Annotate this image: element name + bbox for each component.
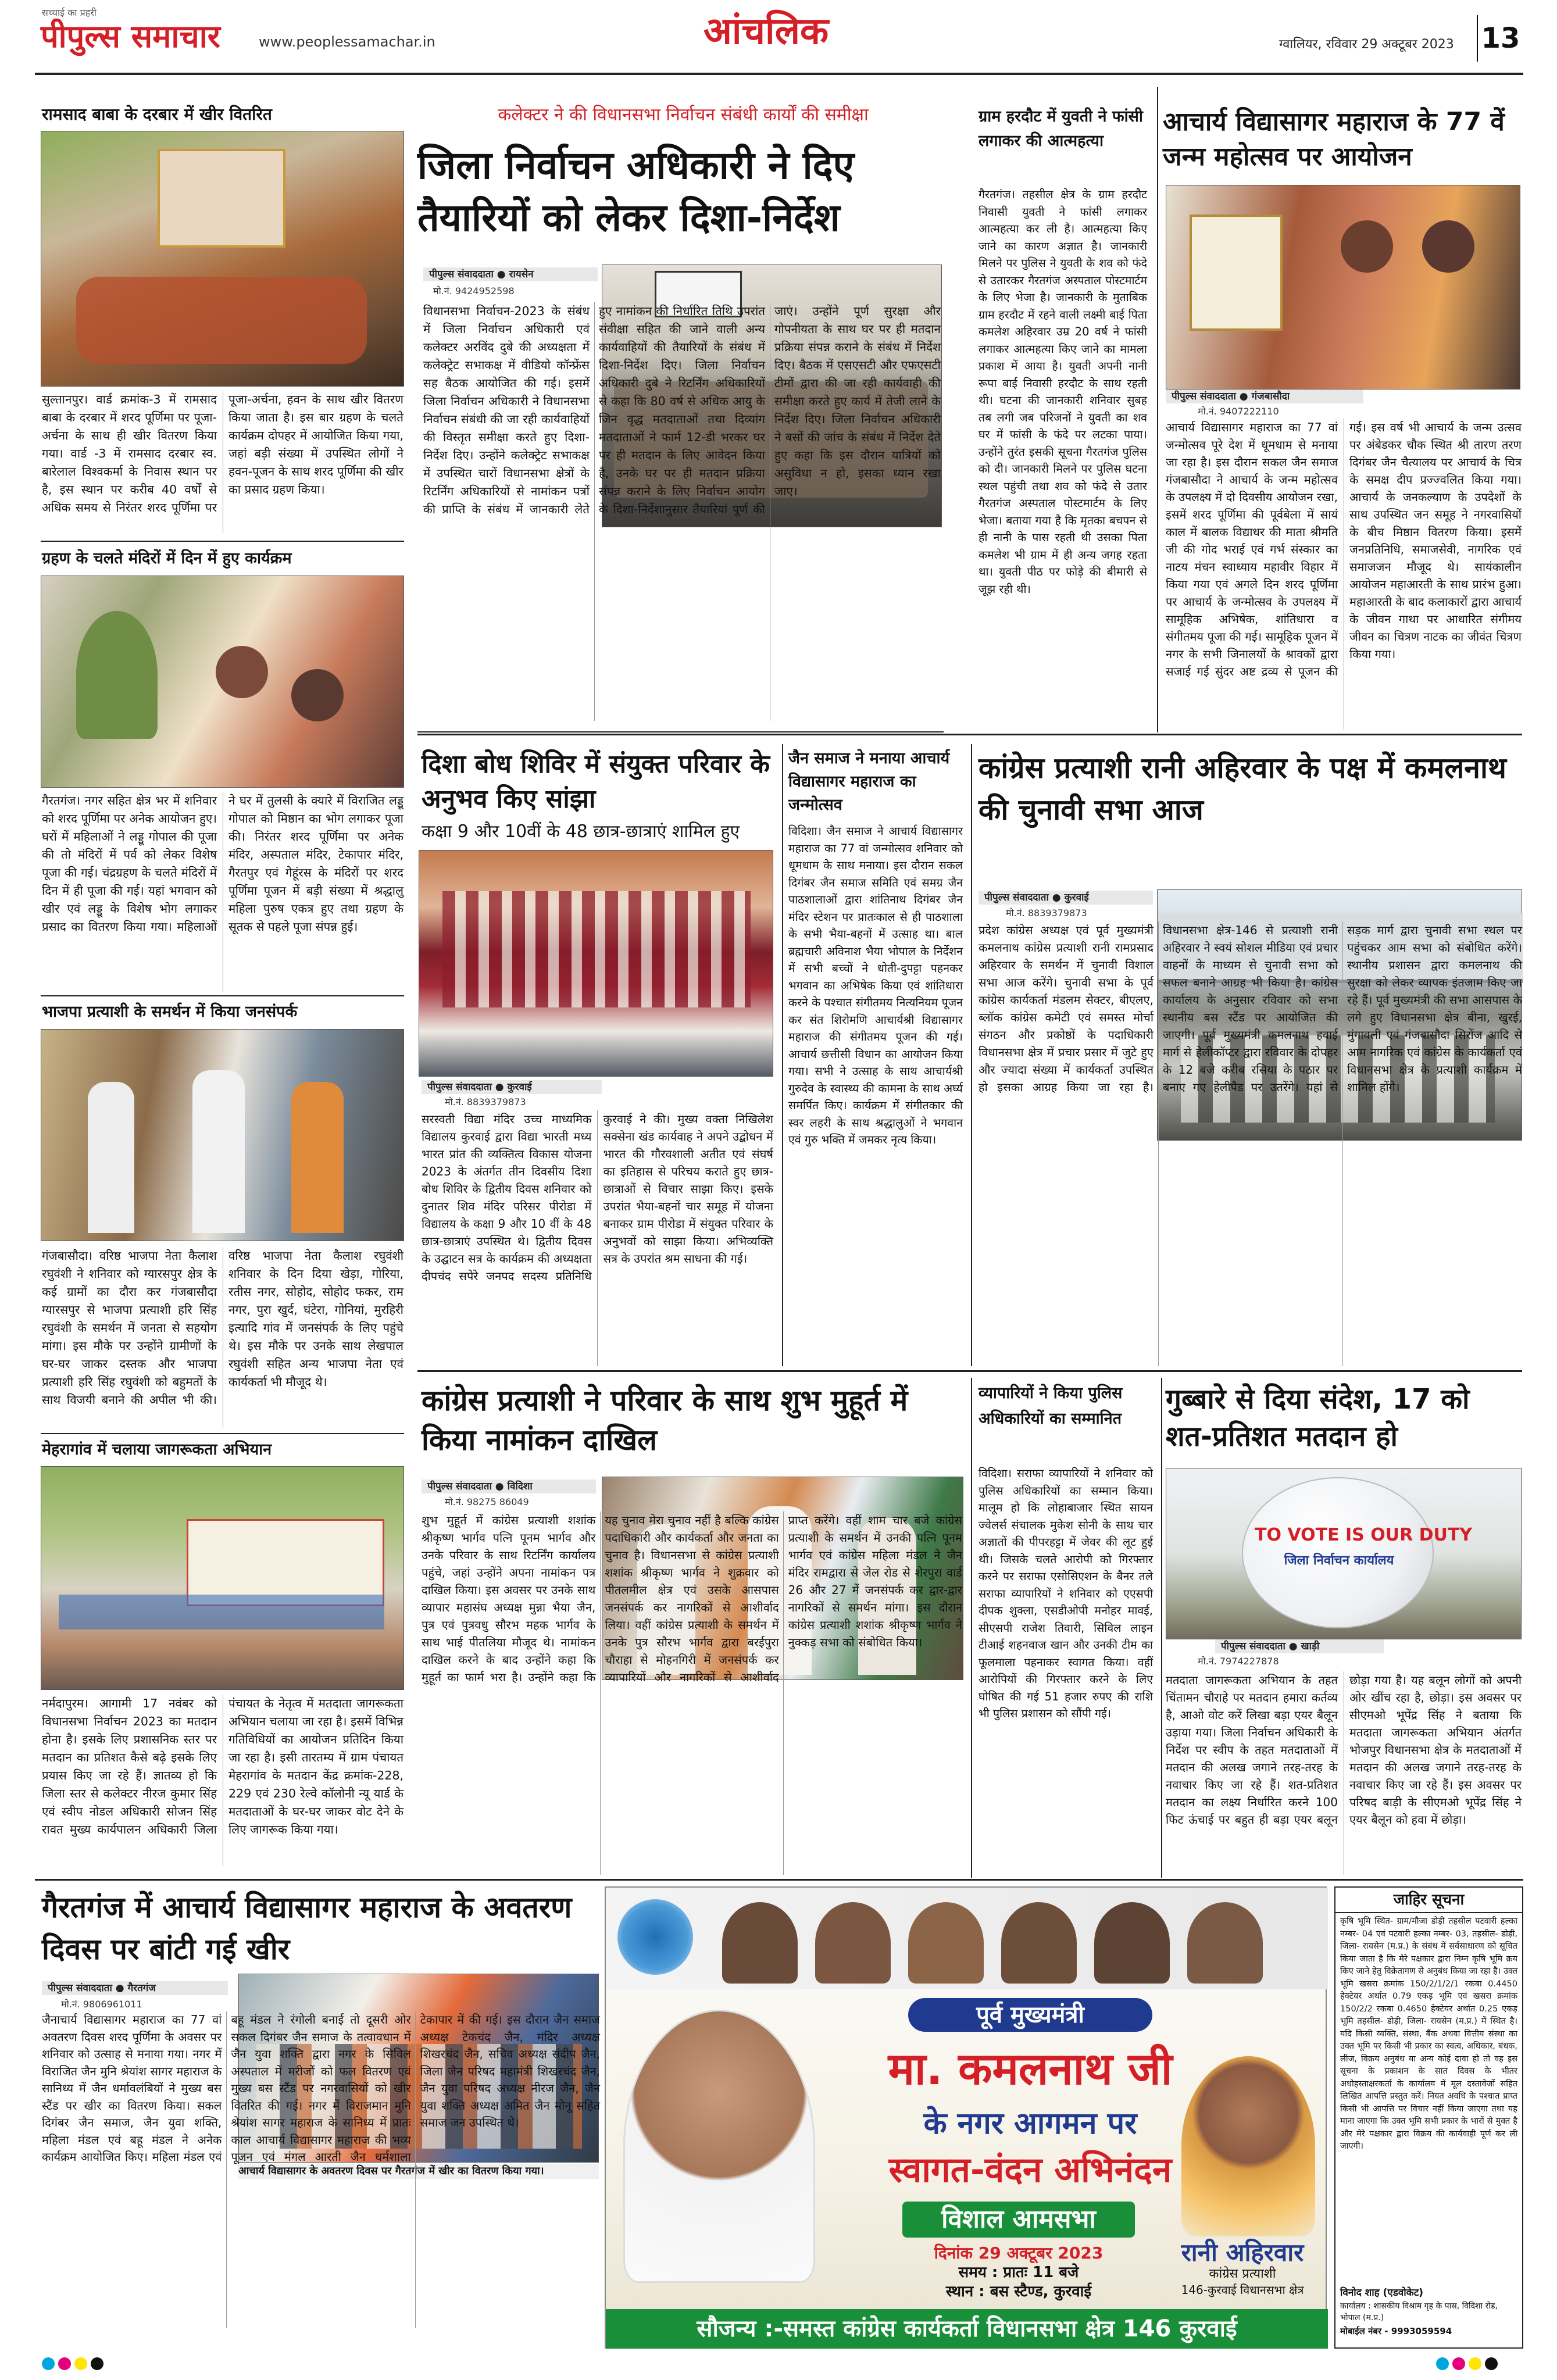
leaders-strip xyxy=(606,1888,1328,1989)
a11-body: शुभ मुहूर्त में कांग्रेस प्रत्याशी शशांक श्रीकृष्ण भार्गव पत्नि पूनम भार्गव और उनके परिवार के साथ रिटर्निंग कार्यालय पहुंचे, जहां उन्होंने अपना नामांकन पत्र दाखिल किया। इस अवसर पर उनके साथ व्यापार महासंघ अध्यक्ष मुन्ना भैया जैन, पुत्र एवं पुत्रवधु सौरभ महक भार्गव के साथ भाई पीतलिया मौजूद थे। नामांकन दाखिल करने के बाद उन्होंने कहा कि मुहूर्त का फार्म भरा है। उन्होंने कहा कि यह चुनाव मेरा चुनाव नहीं है बल्कि कांग्रेस पदाधिकारी और कार्यकर्ता और जनता का चुनाव है। विधानसभा से कांग्रेस प्रत्याशी शशांक श्रीकृष्ण भार्गव ने शुक्रवार को पीतलमील क्षेत्र एवं उसके आसपास जनसंपर्क कर नागरिकों से आशीर्वाद लिया। वहीं कांग्रेस प्रत्याशी के समर्थन में उनके पुत्र सौरभ भार्गव द्वारा बरईपुरा चौराहा से मोहनगिरी में जनसंपर्क कर व्यापारियों और नागरिकों से आशीर्वाद प्राप्त करेंगे। वहीं शाम चार बजे कांग्रेस प्रत्याशी के समर्थन में उनकी पत्नि पूनम भार्गव एवं कांग्रेस महिला मंडल ने जैन मंदिर रामद्वारा से जेल रोड से शेरपुरा वार्ड 26 और 27 में जनसंपर्क कर द्वार-द्वार नागरिकों से समर्थन मांगा। इस दौरान कांग्रेस प्रत्याशी शशांक श्रीकृष्ण भार्गव ने नुक्कड़ सभा को संबोधित किया। xyxy=(422,1513,962,1684)
a5-byline: पीपुल्स संवाददाता ● रायसेन xyxy=(423,267,598,281)
ad-line2: के नगर आगमन पर xyxy=(923,2106,1137,2141)
a13-byline: पीपुल्स संवाददाता ● खाड़ी xyxy=(1215,1639,1384,1653)
a8-byline: पीपुल्स संवाददाता ● कुरवाई xyxy=(422,1080,602,1094)
a13-photo xyxy=(1166,1468,1522,1639)
a12-body: विदिशा। सराफा व्यापारियों ने शनिवार को पुलिस अधिकारियों का सम्मान किया। मालूम हो कि लोहाबाजार स्थित सायन ज्वेलर्स संचालक मुकेश सोनी के साथ चार अज्ञातों की पीपरहट्टा में जेवर की लूट हुई थी। जिसके चलते आरोपी को गिरफ्तार करने पर सराफा एसोसिएशन के बैनर तले सराफा व्यापारियों ने शनिवार को एएसपी दीपक शुक्ला, एसडीओपी मनोहर मावई, सीएसपी राजेश तिवारी, सिविल लाइन टीआई शहनवाज खान और उनकी टीम का फूलमाला पहनाकर स्वागत किया। वहीं आरोपियों की गिरफ्तार करने के लिए घोषित की गई 51 हजार रुपए की राशि भी पुलिस प्रशासन को सौंपी गई। xyxy=(979,1467,1153,1720)
a4-photo xyxy=(41,1466,404,1690)
a14-byline: पीपुल्स संवाददाता ● गैरतगंज xyxy=(42,1981,228,1995)
ad-name: मा. कमलनाथ जी xyxy=(888,2043,1173,2095)
a6-title: ग्राम हरदौट में युवती ने फांसी लगाकर की आत्महत्या xyxy=(979,108,1143,150)
balloon xyxy=(1242,1477,1473,1628)
a12-title: व्यापारियों ने किया पुलिस अधिकारियों का सम्मानित xyxy=(979,1384,1123,1428)
a3-photo xyxy=(41,1029,404,1241)
a8-body: सरस्वती विद्या मंदिर उच्च माध्यमिक विद्यालय कुरवाई द्वारा विद्या भारती मध्य भारत प्रांत की व्यक्तित्व विकास योजना 2023 के अंतर्गत तीन दिवसीय दिशा बोध शिविर के द्वितीय दिवस शनिवार को दुनातर शिव मंदिर परिसर पीरोडा में विद्यालय के कक्षा 9 और 10 वीं के 48 छात्र-छात्राएं उपस्थित थे। द्वितीय दिवस के उद्घाटन सत्र के कार्यक्रम की अध्यक्षता दीपचंद सपेरे जनपद सदस्य प्रतिनिधि कुरवाई ने की। मुख्य वक्ता निखिलेश सक्सेना खंड कार्यवाह ने अपने उद्बोधन में भारत की गौरवशाली अतीत एवं संघर्ष का इतिहास से परिचय कराते हुए छात्र-छात्राओं से विचार साझा किए। इसके उपरांत भैया-बहनों चार समूह में योजना बनाकर ग्राम पीरोडा में संयुक्त परिवार के अनुभवों को साझा किया। अभिव्यक्ति सत्र के उपरांत श्रम साधना की गई। xyxy=(422,1112,773,1283)
a11-byline: पीपुल्स संवाददाता ● विदिशा xyxy=(422,1480,596,1493)
header-rule xyxy=(35,73,1523,75)
a9-title: जैन समाज ने मनाया आचार्य विद्यासागर महाराज का जन्मोत्सव xyxy=(788,749,950,814)
candidate-role: कांग्रेस प्रत्याशी xyxy=(1209,2267,1276,2281)
ad-line3: स्वागत-वंदन अभिनंदन xyxy=(888,2150,1172,2190)
a1-title: रामसाद बाबा के दरबार में खीर वितरित xyxy=(42,105,272,124)
a8-mobile: मो.नं. 8839379873 xyxy=(445,1096,526,1107)
a8-subtitle: कक्षा 9 और 10वीं के 48 छात्र-छात्राएं शामिल हुए xyxy=(422,821,740,842)
website[interactable]: www.peoplessamachar.in xyxy=(259,34,435,50)
a7-title: आचार्य विद्यासागर महाराज के 77 वें जन्म महोत्सव पर आयोजन xyxy=(1163,107,1505,171)
a4-title: मेहरागांव में चलाया जागरूकता अभियान xyxy=(42,1441,272,1459)
a2-title: ग्रहण के चलते मंदिरों में दिन में हुए कार्यक्रम xyxy=(42,549,292,567)
a9-body: विदिशा। जैन समाज ने आचार्य विद्यासागर महाराज का 77 वां जन्मोत्सव शनिवार को धूमधाम के साथ मनाया। इस दौरान सकल दिगंबर जैन समाज समिति एवं समग्र जैन पाठशालाओं द्वारा शांतिनाथ दिगंबर जैन मंदिर स्टेशन पर प्रातःकाल से ही पाठशाला के सभी भैया-बहनों में उत्साह था। बाल ब्रह्मचारी अविनाश भैया भोपाल के निर्देशन में सभी बच्चों ने धोती-दुपट्टा पहनकर भगवान का अभिषेक किया एवं शांतिधारा करने के पश्चात संगीतमय नित्यनियम पूजन कर संत शिरोमणि आचार्यश्री विद्यासागर महाराज की संगीतमय पूजन की गई। आचार्य छत्तीसी विधान का आयोजन किया गया। सभी ने उत्साह के साथ आचार्यश्री गुरुदेव के स्वास्थ्य की कामना के साथ अर्घ्य समर्पित किए। कार्यक्रम में संगीतकार की स्वर लहरी के साथ श्रद्धालुओं ने भगवान एवं गुरु भक्ति में जमकर नृत्य किया। xyxy=(788,824,963,1146)
ad-rally: विशाल आमसभा xyxy=(902,2202,1135,2238)
ad-top: पूर्व मुख्यमंत्री xyxy=(908,1998,1152,2032)
registration-marks xyxy=(42,2357,274,2375)
a7-photo xyxy=(1166,185,1520,389)
notice-address: कार्यालय : शासकीय विश्राम गृह के पास, विदिशा रोड, भोपाल (म.प्र.) xyxy=(1340,2302,1498,2322)
masthead xyxy=(0,0,1557,73)
a7-mobile: मो.नं. 9407222110 xyxy=(1198,406,1279,417)
ad-footer: सौजन्य :-समस्त कांग्रेस कार्यकर्ता विधानसभा क्षेत्र 146 कुरवाई xyxy=(606,2309,1328,2349)
a13-mobile: मो.नं. 7974227878 xyxy=(1198,1656,1279,1667)
a13-title: गुब्बारे से दिया संदेश, 17 को शत-प्रतिशत मतदान हो xyxy=(1166,1383,1470,1453)
ad-time: समय : प्रातः 11 बजे xyxy=(958,2264,1079,2281)
a3-title: भाजपा प्रत्याशी के समर्थन में किया जनसंपर्क xyxy=(42,1003,298,1021)
notice-signer: विनोद शाह (एडवोकेट) xyxy=(1340,2287,1424,2299)
ad-venue: स्थान : बस स्टैण्ड, कुरवाई xyxy=(945,2283,1092,2300)
a3-body: गंजबासौदा। वरिष्ठ भाजपा नेता कैलाश रघुवंशी ने शनिवार को ग्यारसपुर क्षेत्र के कई ग्रामों का दौरा कर गंजबासौदा ग्यारसपुर से भाजपा प्रत्याशी हरि सिंह रघुवंशी के समर्थन में जनता से सहयोग मांगा। इस मौके पर उन्होंने ग्रामीणों के घर-घर जाकर दस्तक और भाजपा प्रत्याशी हरि सिंह रघुवंशी को बहुमतों के साथ विजयी बनाने की अपील भी की। वरिष्ठ भाजपा नेता कैलाश रघुवंशी शनिवार के दिन दिया खेड़ा, गोरिया, रतीस नगर, सोहोद, सोहोद फकर, राम नगर, पुरा खुर्द, घंटेरा, गोनियां, मुरहिरी इत्यादि गांव में जनसंपर्क के लिए पहुंचे थे। इस मौके पर उनके साथ लेखपाल रघुवंशी सहित अन्य भाजपा नेता एवं कार्यकर्ता भी मौजूद थे। xyxy=(42,1249,403,1407)
page-number: 13 xyxy=(1477,15,1523,62)
a7-body: आचार्य विद्यासागर महाराज का 77 वां जन्मोत्सव पूरे देश में धूमधाम से मनाया जा रहा है। इस दौरान सकल जैन समाज गंजबासौदा ने आचार्य के जन्म महोत्सव के उपलक्ष्य में दो दिवसीय आयोजन रखा, इसमें शरद पूर्णिमा की पूर्वबेला में सायं काल में बालक विद्याधर की माता श्रीमति जी की गोद भराई एवं गर्भ संस्कार का नाटय मंचन स्वाध्याय महावीर विहार में किया गया एवं अगले दिन शरद पूर्णिमा पर आचार्य के जन्मोत्सव के उपलक्ष्य में सामूहिक अभिषेक, शांतिधारा व संगीतमय पूजा की गई। सामूहिक पूजन में नगर के सभी जिनालयों के श्रावकों द्वारा सजाई गई सुंदर अष्ट द्रव्य से पूजन की गई। इस वर्ष भी आचार्य के जन्म उत्सव पर अंबेडकर चौक स्थित श्री तारण तरण दिगंबर जैन चैत्यालय पर आचार्य के चित्र के समक्ष दीप प्रज्ज्वलित किया गया। आचार्य के जनकल्याण के उपदेशों के साथ उपस्थित जन समूह ने नगरवासियों के बीच मिष्ठान वितरण किया। इसमें जनप्रतिनिधि, समाजसेवी, नागरिक एवं समाजजन मौजूद थे। सायंकालीन आयोजन महाआरती के साथ प्रारंभ हुआ। महाआरती के बाद कलाकारों द्वारा आचार्य के जीवन गाथा पर आधारित संगीमय जीवन का चित्रण नाटक का जीवंत चित्रण किया गया। xyxy=(1166,420,1522,678)
registration-marks-right xyxy=(1436,2357,1523,2375)
a14-caption: आचार्य विद्यासागर के अवतरण दिवस पर गैरतगंज में खीर का वितरण किया गया। xyxy=(238,2164,599,2179)
a5-mobile: मो.नं. 9424952598 xyxy=(433,285,515,296)
a8-photo xyxy=(419,850,773,1077)
a8-title: दिशा बोध शिविर में संयुक्त परिवार के अनुभव किए सांझा xyxy=(422,749,770,814)
public-notice xyxy=(1334,1886,1523,2349)
notice-mobile: मोबाईल नंबर - 9993059594 xyxy=(1340,2326,1452,2336)
a6-body: गैरतगंज। तहसील क्षेत्र के ग्राम हरदौट निवासी युवती ने फांसी लगाकर आत्महत्या कर ली है। आत्महत्या किए जाने का कारण अज्ञात है। जानकारी मिलने पर पुलिस ने युवती के शव को फंदे से उतारकर गैरतगंज अस्पताल पोस्टमार्टम के लिए भेजा है। जानकारी के मुताबिक ग्राम हरदौट में रहने वाली लक्ष्मी बाई पिता कमलेश अहिरवार उम्र 20 वर्ष ने फांसी लगाकर आत्महत्या किए जाने का मामला प्रकाश में आया है। युवती अपनी नानी रूपा बाई निवासी हरदौट के साथ रहती थी। घटना की जानकारी शनिवार सुबह तब लगी जब परिजनों ने युवती का शव घर में फांसी के फंदे पर लटका पाया। उन्होंने तुरंत इसकी सूचना गैरतगंज पुलिस को दी। जानकारी मिलने पर पुलिस घटना स्थल पहुंची तथा शव को फंदे से उतार गैरतगंज अस्पताल पोस्टमार्टम के लिए भेजा। बताया गया है कि मृतका बचपन से ही नानी के पास रहती थी उसका पिता कमलेश भी ग्राम में ही अन्य जगह रहता था। युवती पीठ पर फोड़े की बीमारी से जूझ रही थी। xyxy=(979,188,1147,596)
notice-title: जाहिर सूचना xyxy=(1335,1888,1522,1913)
kamalnath-portrait xyxy=(623,2010,815,2283)
a5-title: जिला निर्वाचन अधिकारी ने दिए तैयारियों को लेकर दिशा-निर्देश xyxy=(417,143,855,240)
ad-date: दिनांक 29 अक्टूबर 2023 xyxy=(934,2243,1104,2263)
a10-body: प्रदेश कांग्रेस अध्यक्ष एवं पूर्व मुख्यमंत्री कमलनाथ कांग्रेस प्रत्याशी रानी रामप्रसाद अहिरवार के समर्थन में चुनावी विशाल सभा आज करेंगे। चुनावी सभा के पूर्व कांग्रेस कार्यकर्ता मंडलम सेक्टर, बीएलए, ब्लॉक कांग्रेस कमेटी एवं समस्त मोर्चा संगठन और प्रकोष्ठों के पदाधिकारी विधानसभा क्षेत्र में प्रचार प्रसार में जुटे हुए और ज्यादा संख्या में कार्यकर्ता उपस्थित हो इसका आग्रह किया जा रहा है। विधानसभा क्षेत्र-146 से प्रत्याशी रानी अहिरवार ने स्वयं सोशल मीडिया एवं प्रचार वाहनों के माध्यम से चुनावी सभा को सफल बनाने आग्रह भी किया है। कांग्रेस कार्यालय के अनुसार रविवार को सभा स्थानीय बस स्टैंड पर आयोजित की जाएगी। पूर्व मुख्यमंत्री कमलनाथ हवाई मार्ग से हेलीकॉप्टर द्वारा रविवार के दोपहर के 12 बजे करीब रसिया के पठार पर बनाए गए हेलीपैड पर उतरेंगे। यहां से सड़क मार्ग द्वारा चुनावी सभा स्थल पर पहुंचकर आम सभा को संबोधित करेंगे। स्थानीय प्रशासन द्वारा कमलनाथ की सुरक्षा को लेकर व्यापक इंतजाम किए जा रहे हैं। पूर्व मुख्यमंत्री की सभा आसपास के लगे हुए विधानसभा क्षेत्र बीना, खुरई, मुंगावली एवं गंजबासौदा सिरोंज आदि से आम नागरिक एवं कांग्रेस के कार्यकर्ता एवं विधानसभा क्षेत्र के प्रत्याशी कार्यक्रम में शामिल होंगे। xyxy=(979,923,1522,1094)
a2-photo xyxy=(41,576,404,788)
a1-photo xyxy=(41,131,404,387)
notice-body: कृषि भूमि स्थित- ग्राम/मौजा डोड़ी तहसील पटवारी हल्का नम्बर- 04 एवं पटवारी हल्का नम्बर- 03, तहसील- डोड़ी, जिला- रायसेन (म.प्र.) के संबंध में सर्वसाधारण को सूचित किया जाता है कि मेरे पक्षकार द्वारा निम्न कृषि भूमि क्रय किए जाने हेतु विक्रेतागण से अनुबंध किया जा रहा है। उक्त भूमि खसरा क्रमांक 150/2/1/2/1 रकबा 0.4450 हेक्टेयर अर्थात 0.79 एकड़ भूमि एवं खसरा क्रमांक 150/2/2 रकबा 0.4650 हेक्टेयर अर्थात 0.25 एकड़ भूमि तहसील- डोड़ी, जिला- रायसेन (म.प्र.) में स्थित है। यदि किसी व्यक्ति, संस्था, बैंक अथवा वित्तीय संस्था का उक्त भूमि पर किसी भी प्रकार का स्वत्व, अधिकार, बंधक, लीज, विक्रय अनुबंध या अन्य कोई दावा हो तो वह इस सूचना के प्रकाशन के सात दिवस के भीतर अधोहस्ताक्षरकर्ता के कार्यालय में मूल दस्तावेजों सहित लिखित आपत्ति प्रस्तुत करें। नियत अवधि के पश्चात प्राप्त किसी भी आपत्ति पर विचार नहीं किया जाएगा तथा यह माना जाएगा कि उक्त भूमि सभी प्रकार के भारों से मुक्त है और मेरे पक्षकार द्वारा विक्रय की कार्यवाही पूर्ण कर ली जाएगी। xyxy=(1340,1917,1517,2151)
a10-byline: पीपुल्स संवाददाता ● कुरवाई xyxy=(979,891,1153,905)
a11-title: कांग्रेस प्रत्याशी ने परिवार के साथ शुभ मुहूर्त में किया नामांकन दाखिल xyxy=(422,1384,908,1457)
balloon-subtext: जिला निर्वाचन कार्यालय xyxy=(1284,1553,1394,1568)
section-title: आंचलिक xyxy=(703,10,829,53)
a14-mobile: मो.नं. 9806961011 xyxy=(61,1999,142,2010)
a11-mobile: मो.नं. 98275 86049 xyxy=(445,1496,529,1507)
tagline: सच्चाई का प्रहरी xyxy=(42,7,97,18)
dateline: ग्वालियर, रविवार 29 अक्टूबर 2023 xyxy=(1279,37,1454,52)
a13-body: मतदाता जागरूकता अभियान के तहत चिंतामन चौराहे पर मतदान हमारा कर्तव्य है, आओ वोट करें लिखा बड़ा एयर बैलून उड़ाया गया। जिला निर्वाचन अधिकारी के निर्देश पर स्वीप के तहत मतदाताओं में मतदान की अलख जगाने तरह-तरह के नवाचार किए जा रहे हैं। शत-प्रतिशत मतदान का लक्ष्य निर्धारित करने 100 फिट ऊंचाई पर बहुत ही बड़ा एयर बलून छोड़ा गया है। यह बलून लोगों को अपनी ओर खींच रहा है, छोड़ा। इस अवसर पर सीएमओ भूपेंद्र सिंह ने बताया कि मतदाता जागरूकता अभियान अंतर्गत भोजपुर विधानसभा क्षेत्र के मतदाताओं में मतदान की अलख जगाने तरह-तरह के नवाचार किए जा रहे हैं। इस अवसर पर परिषद बाड़ी के सीएमओ भूपेंद्र सिंह ने एयर बैलून को हवा में छोड़ा। xyxy=(1166,1673,1522,1827)
kamalnath-ad[interactable] xyxy=(605,1886,1327,2349)
a10-mobile: मो.नं. 8839379873 xyxy=(1006,907,1087,919)
a5-body: विधानसभा निर्वाचन-2023 के संबंध में जिला निर्वाचन अधिकारी एवं कलेक्टर अरविंद दुबे की अध्यक्षता में कलेक्ट्रेट सभाकक्ष में वीडियो कॉन्फ्रेंस सह बैठक आयोजित की गई। इसमें जिला निर्वाचन अधिकारी ने विधानसभा निर्वाचन संबंधी की जा रही कार्यवाहियों की विस्तृत समीक्षा करते हुए दिशा-निर्देश दिए। उन्होंने कलेक्ट्रेट सभाकक्ष में उपस्थित चारों विधानसभा क्षेत्रों के रिटर्निंग अधिकारियों से नामांकन पत्रों की प्राप्ति के संबंध में जानकारी लेते हुए नामांकन की निर्धारित तिथि उपरांत संवीक्षा सहित की जाने वाली अन्य कार्यवाहियों की तैयारियों के संबंध में दिशा-निर्देश दिए। जिला निर्वाचन अधिकारी दुबे ने रिटर्निंग अधिकारियों से कहा कि 80 वर्ष से अधिक आयु के जिन वृद्ध मतदाताओं तथा दिव्यांग मतदाताओं ने फार्म 12-डी भरकर घर पर ही मतदान के लिए आवेदन किया है, उनके घर पर ही मतदान प्रक्रिया संपन्न कराने के लिए निर्वाचन आयोग के दिशा-निर्देशानुसार तैयारियां पूर्ण की जाएं। उन्होंने पूर्ण सुरक्षा और गोपनीयता के साथ घर पर ही मतदान प्रक्रिया संपन्न कराने के संबंध में निर्देश दिए। बैठक में एसएसटी और एफएसटी टीमों द्वारा की जा रही कार्यवाही की समीक्षा करते हुए कार्य में तेजी लाने के निर्देश दिए। जिला निर्वाचन अधिकारी ने बसों की जांच के संबंध में निर्देश देते हुए कहा कि इस दौरान यात्रियों को असुविधा न हो, इसका ध्यान रखा जाए। xyxy=(423,304,941,516)
a4-body: नर्मदापुरम। आगामी 17 नवंबर को विधानसभा निर्वाचन 2023 का मतदान होना है। इसके लिए प्रशासनिक स्तर पर मतदान का प्रतिशत कैसे बढ़े इसके लिए प्रयास किए जा रहे हैं। ज्ञातव्य हो कि जिला स्तर से कलेक्टर नीरज कुमार सिंह एवं स्वीप नोडल अधिकारी सोजन सिंह रावत मुख्य कार्यपालन अधिकारी जिला पंचायत के नेतृत्व में मतदाता जागरूकता अभियान चलाया जा रहा है। इसमें विभिन्न गतिविधियों का आयोजन प्रतिदिन किया जा रहा है। इसी तारतम्य में ग्राम पंचायत मेहरागांव के मतदान केंद्र क्रमांक-228, 229 एवं 230 रेल्वे कॉलोनी न्यू यार्ड के मतदाताओं के घर-घर जाकर वोट देने के लिए जागरूक किया गया। xyxy=(42,1696,403,1836)
logo[interactable]: पीपुल्स समाचार xyxy=(41,18,220,55)
balloon-text: TO VOTE IS OUR DUTY xyxy=(1255,1525,1473,1545)
a5-kicker: कलेक्टर ने की विधानसभा निर्वाचन संबंधी कार्यों की समीक्षा xyxy=(498,105,869,125)
a7-byline: पीपुल्स संवाददाता ● गंजबासौदा xyxy=(1166,389,1363,403)
a1-body: सुल्तानपुर। वार्ड क्रमांक-3 में रामसाद बाबा के दरबार में शरद पूर्णिमा पर पूजा-अर्चना के साथ ही खीर वितरण किया गया। वार्ड -3 में रामसाद दरबार स्व. बारेलाल विश्वकर्मा के निवास स्थान पर है, इस स्थान पर करीब 40 वर्षों से अधिक समय से निरंतर शरद पूर्णिमा पर पूजा-अर्चना, हवन के साथ खीर वितरण किया जाता है। इस बार ग्रहण के चलते कार्यक्रम दोपहर में आयोजित किया गया, जहां बड़ी संख्या में उपस्थित लोगों ने हवन-पूजन के साथ शरद पूर्णिमा की खीर का प्रसाद ग्रहण किया। xyxy=(42,392,403,514)
a2-body: गैरतगंज। नगर सहित क्षेत्र भर में शनिवार को शरद पूर्णिमा पर अनेक आयोजन हुए। घरों में महिलाओं ने लड्डू गोपाल की पूजा की तो मंदिरों में पर्व को लेकर विशेष पूजा की गई। चंद्रग्रहण के चलते मंदिरों में दिन में ही पूजा की गई। यहां भगवान को खीर एवं लड्डू के विशेष भोग लगाकर प्रसाद का वितरण किया गया। महिलाओं ने घर में तुलसी के क्यारे में विराजित लड्डू गोपाल को मिष्ठान का भोग लगाकर पूजा की। निरंतर शरद पूर्णिमा पर अनेक मंदिर, अस्पताल मंदिर, टेकापार मंदिर, गैरतपुर एवं गेहूंरस के मंदिरों पर शरद पूर्णिमा पूजन में बड़ी संख्या में श्रद्धालु महिला पुरुष एकत्र हुए तथा ग्रहण के सूतक से पहले पूजा संपन्न हुई। xyxy=(42,794,403,934)
candidate-name: रानी अहिरवार xyxy=(1181,2238,1304,2267)
candidate-portrait xyxy=(1181,2056,1315,2236)
candidate-constituency: 146-कुरवाई विधानसभा क्षेत्र xyxy=(1181,2283,1304,2297)
a14-title: गैरतगंज में आचार्य विद्यासागर महाराज के अवतरण दिवस पर बांटी गई खीर xyxy=(42,1891,572,1966)
a10-title: कांग्रेस प्रत्याशी रानी अहिरवार के पक्ष में कमलनाथ की चुनावी सभा आज xyxy=(979,751,1506,827)
a14-body: जैनाचार्य विद्यासागर महाराज का 77 वां अवतरण दिवस शरद पूर्णिमा के अवसर पर शनिवार को उत्साह से मनाया गया। नगर में विराजित जैन मुनि श्रेयांश सागर महाराज के सानिध्य में जैन धर्मावलंबियों ने मुख्य बस स्टैंड पर खीर का वितरण किया। सकल दिगंबर जैन समाज, जैन युवा शक्ति, महिला मंडल एवं बहू मंडल ने अनेक कार्यक्रम आयोजित किए। महिला मंडल एवं बहू मंडल ने रंगोली बनाई तो दूसरी ओर सकल दिगंबर जैन समाज के तत्वावधान में जैन युवा शक्ति द्वारा नगर के सिविल अस्पताल में मरीजों को फल वितरण एवं मुख्य बस स्टैंड पर नगरवासियों को खीर वितरित की गई। नगर में विराजमान मुनि श्रेयांश सागर महाराज के सानिध्य में प्रातः काल आचार्य विद्यासागर महाराज की भव्य पूजन एवं मंगल आरती जैन धर्मशाला टेकापार में की गई। इस दौरान जैन समाज अध्यक्ष टेकचंद जैन, मंदिर अध्यक्ष शिखरचंद जैन, सचिव अध्यक्ष संदीप जैन, जिला जैन परिषद महामंत्री शिखरचंद जैन, जैन युवा परिषद अध्यक्ष नीरज जैन, जैन युवा शक्ति अध्यक्ष अमित जैन मोनू सहित समाज जन उपस्थित थे। xyxy=(42,2013,600,2164)
